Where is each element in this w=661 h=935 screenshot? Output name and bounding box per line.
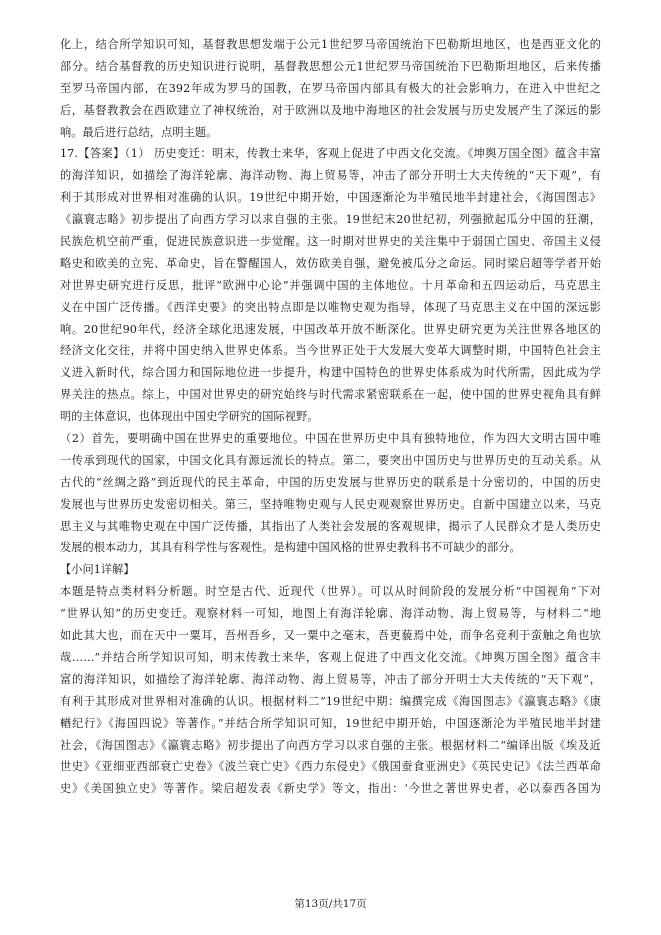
text-line: 响。最后进行总结，点明主题。 — [60, 125, 218, 139]
text-line: 哉……”并结合所学知识可知，明末传教士来华，客观上促进了中西文化交流。《坤舆万国全图》蕴含丰 — [60, 650, 601, 664]
text-line: 发展也与世界历史发密切相关。第三，坚持唯物史观与人民史观观察世界历史。自新中国建立以来，马克 — [60, 497, 601, 511]
text-line: 明的主体意识，也体现出中国史学研究的国际视野。 — [60, 410, 319, 424]
text-line: 社会，《海国图志》《瀛寰志略》初步提出了向西方学习以求自强的主张。根据材料二“编译出版《埃及近 — [60, 738, 601, 752]
text-line: 发展的根本动力，其具有科学性与客观性。是构建中国风格的世界史教科书不可缺少的部分。 — [60, 541, 521, 555]
text-line: 輶纪行》《海国四说》等著作。”并结合所学知识可知，19世纪中期开始，中国逐渐沦为半殖民地半封建 — [60, 716, 601, 730]
text-line: 富的海洋知识，如描绘了海洋轮廓、海洋动物、海上贸易等，冲击了部分开明士大夫传统的“天下观”， — [60, 672, 601, 686]
text-line: 本题是特点类材料分析题。时空是古代、近现代（世界）。可以从时间阶段的发展分析“中国视角”下对 — [60, 585, 601, 599]
text-line: 义在中国广泛传播。《西洋史要》的突出特点即是以唯物史观为指导，体现了马克思主义在中国的深远影 — [60, 300, 601, 314]
text-line: 界关注的热点。综上，中国对世界史的研究始终与时代需求紧密联系在一起，使中国的世界史视角具有鲜 — [60, 388, 601, 402]
text-line: 化上，结合所学知识可知，基督教思想发端于公元1世纪罗马帝国统治下巴勒斯坦地区，也是西亚文化的 — [60, 38, 601, 51]
text-line: 【小问1详解】 — [60, 563, 135, 577]
text-line: 思主义与其唯物史观在中国广泛传播，其指出了人类社会发展的客观规律，揭示了人民群众才是人类历史 — [60, 519, 601, 533]
text-line: 利于其形成对世界相对准确的认识。19世纪中期开始，中国逐渐沦为半殖民地半封建社会，《海国图志》 — [60, 191, 601, 205]
text-line: 的海洋知识，如描绘了海洋轮廓、海洋动物、海上贸易等，冲击了部分开明士大夫传统的“天下观”，有 — [60, 169, 601, 183]
text-line: 史》《美国独立史》等著作。梁启超发表《新史学》等文，指出：‘今世之著世界史者，必以泰西各国为 — [60, 782, 601, 796]
text-line: 有利于其形成对世界相对准确的认识。根据材料二“19世纪中期：编撰完成《海国图志》《瀛寰志略》《康 — [60, 694, 601, 708]
text-line: 经济文化交往，并将中国史纳入世界史体系。当今世界正处于大发展大变革大调整时期，中国特色社会主 — [60, 344, 601, 358]
text-line: 后，基督教教会在西欧建立了神权统治，对于欧洲以及地中海地区的社会发展与历史发展产生了深远的影 — [60, 103, 601, 117]
text-line: 部分。结合基督教的历史知识进行说明，基督教思想公元1世纪罗马帝国统治下巴勒斯坦地区，后来传播 — [60, 59, 601, 73]
page-number: 第13页/共17页 — [294, 898, 367, 910]
document-body — [60, 34, 601, 800]
text-line: 义进入新时代，综合国力和国际地位进一步提升，构建中国特色的世界史体系成为时代所需，因此成为学 — [60, 366, 601, 380]
text-line: 古代的“丝绸之路”到近现代的民主革命，中国的历史发展与世界历史的联系是十分密切的，中国的历史 — [60, 475, 601, 489]
text-line: 对世界史研究进行反思，批评“欧洲中心论”并强调中国的主体地位。十月革命和五四运动后，马克思主 — [60, 278, 601, 292]
text-line: 民族危机空前严重，促进民族意识进一步觉醒。这一时期对世界史的关注集中于弱国亡国史、帝国主义侵 — [60, 235, 601, 249]
text-line: 一传承到现代的国家，中国文化具有源远流长的特点。第二，要突出中国历史与世界历史的互动关系。从 — [60, 453, 601, 467]
text-line: 如此其大也，而在天中一粟耳，吾州吾乡，又一粟中之毫末，吾更藐焉中处，而争名竞利于蛮触之角也欤 — [60, 629, 601, 643]
text-line: 17.【答案】（1） 历史变迁：明末，传教士来华，客观上促进了中西文化交流。《坤舆万国全图》蕴含丰富 — [60, 147, 601, 161]
text-line: 响。20世纪90年代，经济全球化迅速发展，中国改革开放不断深化。世界史研究更为关注世界各地区的 — [60, 322, 601, 336]
text-line: 略史和欧美的立宪、革命史，旨在警醒国人，效仿欧美自强，避免被瓜分之命运。同时梁启超等学者开始 — [60, 256, 601, 270]
text-line: “世界认知”的历史变迁。观察材料一可知，地图上有海洋轮廓、海洋动物、海上贸易等，与材料二“地 — [60, 607, 601, 621]
text-line: 《瀛寰志略》初步提出了向西方学习以求自强的主张。19世纪末20世纪初，列强掀起瓜分中国的狂潮， — [60, 213, 601, 227]
text-line: （2）首先，要明确中国在世界史的重要地位。中国在世界历史中具有独特地位，作为四大文明古国中唯 — [60, 432, 601, 446]
text-line: 至罗马帝国内部，在392年成为罗马的国教，在罗马帝国内部具有极大的社会影响力，在进入中世纪之 — [60, 81, 601, 95]
page-footer — [0, 897, 661, 911]
text-block — [60, 34, 601, 800]
text-line: 世史》《亚细亚西部衰亡史卷》《波兰衰亡史》《西力东侵史》《俄国蚕食亚洲史》《英民史记》《法兰西革命 — [60, 760, 601, 774]
